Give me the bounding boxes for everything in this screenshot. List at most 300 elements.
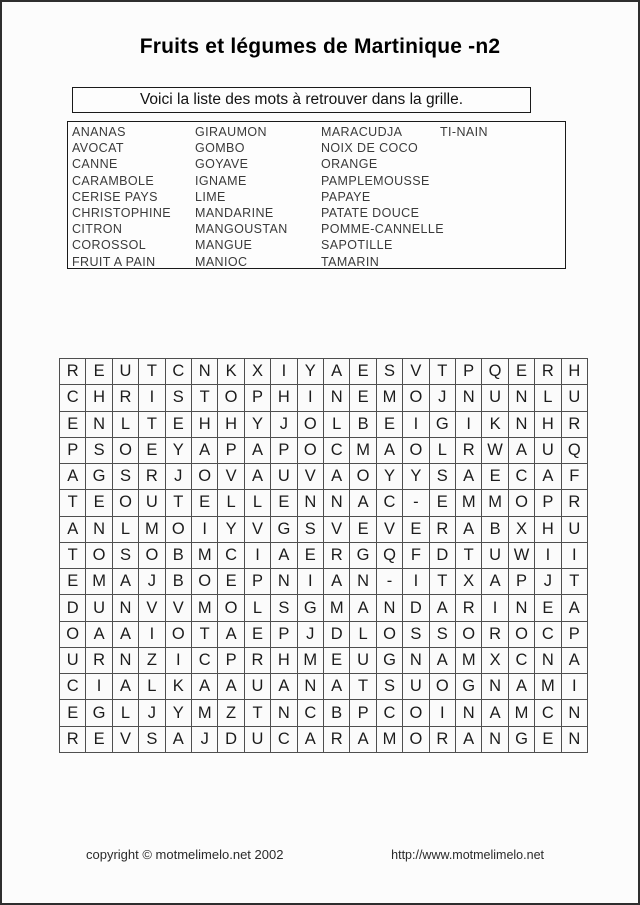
grid-cell: N (482, 727, 508, 753)
word-item: ORANGE (321, 157, 378, 172)
grid-cell: B (482, 517, 508, 543)
grid-cell: N (86, 517, 112, 543)
grid-cell: A (482, 569, 508, 595)
word-item: SAPOTILLE (321, 238, 393, 253)
grid-cell: Z (139, 648, 165, 674)
grid-cell: J (192, 727, 218, 753)
word-item: CHRISTOPHINE (72, 206, 172, 221)
grid-cell: T (139, 359, 165, 385)
grid-cell: J (430, 385, 456, 411)
grid-cell: E (60, 700, 86, 726)
grid-cell: I (166, 648, 192, 674)
grid-cell: P (350, 700, 376, 726)
grid-cell: I (298, 385, 324, 411)
grid-cell: N (535, 648, 561, 674)
grid-cell: S (403, 622, 429, 648)
grid-cell: A (324, 674, 350, 700)
grid-cell: G (271, 517, 297, 543)
grid-cell: A (218, 674, 244, 700)
grid-cell: C (192, 648, 218, 674)
grid-cell: E (86, 359, 112, 385)
grid-cell: N (113, 595, 139, 621)
grid-cell: P (562, 622, 588, 648)
grid-cell: J (271, 412, 297, 438)
puzzle-grid (59, 358, 588, 753)
grid-cell: U (271, 464, 297, 490)
grid-cell: A (113, 622, 139, 648)
grid-cell: I (456, 412, 482, 438)
grid-cell: E (324, 648, 350, 674)
grid-cell: H (535, 412, 561, 438)
grid-cell: H (271, 648, 297, 674)
grid-cell: P (245, 569, 271, 595)
grid-cell: L (245, 595, 271, 621)
grid-cell: N (403, 648, 429, 674)
grid-cell: J (139, 700, 165, 726)
word-item: NOIX DE COCO (321, 141, 419, 156)
grid-cell: X (482, 648, 508, 674)
grid-cell: R (324, 727, 350, 753)
grid-cell: A (482, 700, 508, 726)
grid-cell: A (113, 569, 139, 595)
grid-cell: G (377, 648, 403, 674)
grid-cell: G (350, 543, 376, 569)
grid-cell: T (456, 543, 482, 569)
grid-cell: V (377, 517, 403, 543)
grid-cell: Y (166, 700, 192, 726)
grid-cell: N (271, 569, 297, 595)
grid-cell: O (430, 674, 456, 700)
grid-cell: R (562, 412, 588, 438)
grid-cell: M (298, 648, 324, 674)
grid-cell: M (86, 569, 112, 595)
grid-cell: U (562, 385, 588, 411)
grid-cell: E (430, 490, 456, 516)
grid-cell: R (430, 517, 456, 543)
grid-cell: A (509, 438, 535, 464)
word-item: MANIOC (195, 254, 248, 269)
grid-cell: R (60, 359, 86, 385)
grid-cell: O (509, 490, 535, 516)
grid-cell: U (139, 490, 165, 516)
word-list-column (72, 124, 171, 270)
grid-cell: E (509, 359, 535, 385)
grid-cell: H (86, 385, 112, 411)
grid-cell: P (218, 648, 244, 674)
grid-cell: C (377, 490, 403, 516)
grid-cell: M (456, 490, 482, 516)
grid-cell: I (403, 412, 429, 438)
grid-cell: U (113, 359, 139, 385)
grid-cell: I (245, 543, 271, 569)
grid-cell: R (139, 464, 165, 490)
grid-cell: S (430, 464, 456, 490)
grid-cell: A (324, 359, 350, 385)
grid-cell: C (298, 700, 324, 726)
grid-cell: T (430, 569, 456, 595)
grid-cell: L (535, 385, 561, 411)
grid-cell: N (482, 674, 508, 700)
grid-cell: M (456, 648, 482, 674)
grid-cell: Q (562, 438, 588, 464)
grid-cell: R (430, 727, 456, 753)
grid-cell: O (218, 385, 244, 411)
grid-cell: Q (482, 359, 508, 385)
grid-cell: N (192, 359, 218, 385)
grid-cell: U (535, 438, 561, 464)
grid-cell: E (482, 464, 508, 490)
grid-cell: O (298, 412, 324, 438)
grid-cell: N (298, 490, 324, 516)
grid-cell: M (139, 517, 165, 543)
grid-cell: A (60, 464, 86, 490)
grid-cell: N (324, 385, 350, 411)
grid-cell: F (562, 464, 588, 490)
grid-cell: L (113, 700, 139, 726)
word-item: PAMPLEMOUSSE (321, 173, 430, 188)
grid-cell: U (60, 648, 86, 674)
grid-cell: Y (218, 517, 244, 543)
grid-cell: T (192, 385, 218, 411)
grid-cell: E (350, 385, 376, 411)
grid-cell: N (271, 700, 297, 726)
grid-cell: C (218, 543, 244, 569)
grid-cell: L (350, 622, 376, 648)
grid-cell: N (377, 595, 403, 621)
grid-cell: U (245, 674, 271, 700)
grid-cell: O (60, 622, 86, 648)
grid-cell: K (482, 412, 508, 438)
grid-cell: R (60, 727, 86, 753)
grid-cell: K (166, 674, 192, 700)
instruction-text: Voici la liste des mots à retrouver dans la grille. (139, 91, 464, 108)
word-list-column (440, 124, 488, 140)
grid-cell: N (113, 648, 139, 674)
word-item: ANANAS (72, 125, 126, 139)
grid-cell: I (562, 543, 588, 569)
grid-cell: I (86, 674, 112, 700)
grid-cell: P (456, 359, 482, 385)
grid-cell: M (350, 438, 376, 464)
grid-cell: O (113, 438, 139, 464)
word-list-column (321, 124, 444, 270)
grid-cell: Y (166, 438, 192, 464)
grid-cell: D (403, 595, 429, 621)
grid-cell: G (86, 464, 112, 490)
grid-cell: E (403, 517, 429, 543)
grid-cell: B (166, 569, 192, 595)
grid-cell: I (482, 595, 508, 621)
grid-cell: I (403, 569, 429, 595)
grid-cell: - (377, 569, 403, 595)
grid-cell: I (298, 569, 324, 595)
grid-cell: O (192, 464, 218, 490)
grid-cell: E (86, 490, 112, 516)
grid-cell: A (350, 727, 376, 753)
word-item: GOYAVE (195, 157, 249, 172)
grid-cell: B (350, 412, 376, 438)
grid-cell: M (535, 674, 561, 700)
word-item: MANGUE (195, 238, 253, 253)
grid-cell: H (192, 412, 218, 438)
grid-cell: R (456, 438, 482, 464)
grid-cell: S (113, 464, 139, 490)
grid-cell: I (430, 700, 456, 726)
grid-cell: G (509, 727, 535, 753)
grid-cell: N (456, 700, 482, 726)
grid-cell: N (324, 490, 350, 516)
grid-cell: E (60, 569, 86, 595)
grid-cell: X (509, 517, 535, 543)
grid-cell: D (324, 622, 350, 648)
grid-cell: W (509, 543, 535, 569)
grid-cell: E (218, 569, 244, 595)
grid-cell: M (192, 700, 218, 726)
grid-cell: D (60, 595, 86, 621)
grid-cell: M (509, 700, 535, 726)
grid-cell: A (377, 438, 403, 464)
grid-cell: G (430, 412, 456, 438)
grid-cell: E (60, 412, 86, 438)
grid-cell: O (298, 438, 324, 464)
website-url: http://www.motmelimelo.net (391, 848, 544, 862)
grid-cell: T (562, 569, 588, 595)
grid-cell: H (271, 385, 297, 411)
word-item: CARAMBOLE (72, 173, 155, 188)
grid-cell: C (509, 648, 535, 674)
grid-cell: T (430, 359, 456, 385)
grid-cell: O (113, 490, 139, 516)
grid-cell: V (139, 595, 165, 621)
grid-cell: Z (218, 700, 244, 726)
word-item: AVOCAT (72, 141, 124, 156)
grid-cell: I (562, 674, 588, 700)
grid-cell: A (456, 517, 482, 543)
grid-cell: A (86, 622, 112, 648)
grid-cell: A (192, 674, 218, 700)
grid-cell: T (60, 543, 86, 569)
grid-cell: T (139, 412, 165, 438)
grid-cell: N (86, 412, 112, 438)
grid-cell: T (60, 490, 86, 516)
word-item: LIME (195, 189, 226, 204)
grid-cell: O (377, 622, 403, 648)
grid-cell: O (139, 543, 165, 569)
grid-cell: O (166, 517, 192, 543)
grid-cell: V (218, 464, 244, 490)
grid-cell: A (430, 595, 456, 621)
grid-cell: A (350, 490, 376, 516)
grid-cell: V (298, 464, 324, 490)
grid-cell: C (377, 700, 403, 726)
grid-cell: M (324, 595, 350, 621)
grid-cell: C (271, 727, 297, 753)
grid-cell: P (271, 622, 297, 648)
grid-cell: L (324, 412, 350, 438)
grid-cell: S (166, 385, 192, 411)
grid-cell: E (192, 490, 218, 516)
grid-cell: E (86, 727, 112, 753)
word-item: CANNE (72, 157, 118, 172)
grid-cell: T (166, 490, 192, 516)
grid-cell: H (562, 359, 588, 385)
grid-cell: H (535, 517, 561, 543)
grid-cell: N (562, 727, 588, 753)
grid-cell: R (482, 622, 508, 648)
grid-cell: J (298, 622, 324, 648)
grid-cell: E (298, 543, 324, 569)
grid-cell: E (535, 595, 561, 621)
grid-cell: O (403, 438, 429, 464)
grid-cell: X (456, 569, 482, 595)
grid-cell: I (192, 517, 218, 543)
grid-cell: A (535, 464, 561, 490)
word-list-box (67, 121, 566, 269)
grid-cell: N (562, 700, 588, 726)
grid-cell: S (430, 622, 456, 648)
grid-cell: E (350, 517, 376, 543)
grid-cell: V (113, 727, 139, 753)
page-title: Fruits et légumes de Martinique -n2 (139, 35, 501, 58)
grid-cell: K (218, 359, 244, 385)
grid-cell: P (535, 490, 561, 516)
word-item: IGNAME (195, 173, 247, 188)
grid-cell: A (456, 727, 482, 753)
grid-cell: A (324, 464, 350, 490)
grid-cell: I (535, 543, 561, 569)
grid-cell: M (192, 543, 218, 569)
grid-cell: A (271, 543, 297, 569)
word-item: PATATE DOUCE (321, 206, 420, 221)
grid-cell: L (245, 490, 271, 516)
grid-cell: Y (298, 359, 324, 385)
grid-cell: U (245, 727, 271, 753)
grid-cell: A (298, 727, 324, 753)
grid-cell: C (166, 359, 192, 385)
grid-cell: B (166, 543, 192, 569)
grid-cell: A (562, 595, 588, 621)
grid-cell: T (350, 674, 376, 700)
grid-cell: P (218, 438, 244, 464)
grid-cell: R (535, 359, 561, 385)
grid-cell: A (166, 727, 192, 753)
grid-cell: U (562, 517, 588, 543)
grid-cell: U (86, 595, 112, 621)
grid-cell: S (298, 517, 324, 543)
grid-cell: L (113, 412, 139, 438)
grid-cell: N (509, 412, 535, 438)
grid-cell: C (324, 438, 350, 464)
grid-cell: G (298, 595, 324, 621)
grid-cell: V (166, 595, 192, 621)
instruction-box (72, 87, 531, 113)
grid-cell: R (324, 543, 350, 569)
grid-cell: I (271, 359, 297, 385)
grid-cell: O (403, 385, 429, 411)
grid-cell: C (535, 700, 561, 726)
grid-cell: D (430, 543, 456, 569)
grid-cell: C (509, 464, 535, 490)
copyright-text: copyright © motmelimelo.net 2002 (86, 847, 284, 862)
grid-cell: A (324, 569, 350, 595)
grid-cell: N (509, 385, 535, 411)
word-item: MANDARINE (195, 206, 274, 221)
grid-cell: J (535, 569, 561, 595)
grid-cell: L (113, 517, 139, 543)
word-item: COROSSOL (72, 238, 147, 253)
grid-cell: I (139, 622, 165, 648)
grid-cell: A (113, 674, 139, 700)
grid-cell: E (245, 622, 271, 648)
grid-cell: Y (377, 464, 403, 490)
grid-cell: V (324, 517, 350, 543)
grid-cell: M (377, 385, 403, 411)
grid-cell: A (430, 648, 456, 674)
grid-cell: B (324, 700, 350, 726)
grid-cell: P (271, 438, 297, 464)
grid-cell: J (166, 464, 192, 490)
grid-cell: A (562, 648, 588, 674)
grid-cell: P (60, 438, 86, 464)
grid-cell: O (218, 595, 244, 621)
grid-cell: O (192, 569, 218, 595)
grid-cell: T (192, 622, 218, 648)
grid-cell: R (562, 490, 588, 516)
grid-cell: Y (403, 464, 429, 490)
grid-cell: O (456, 622, 482, 648)
grid-cell: G (456, 674, 482, 700)
grid-cell: E (139, 438, 165, 464)
grid-cell: G (86, 700, 112, 726)
grid-cell: A (509, 674, 535, 700)
grid-cell: R (86, 648, 112, 674)
word-item: MANGOUSTAN (195, 222, 288, 237)
grid-cell: S (271, 595, 297, 621)
word-item: POMME-CANNELLE (321, 222, 444, 237)
grid-cell: A (218, 622, 244, 648)
grid-cell: A (60, 517, 86, 543)
grid-cell: E (350, 359, 376, 385)
word-list-column (195, 124, 288, 270)
grid-cell: W (482, 438, 508, 464)
grid-cell: U (350, 648, 376, 674)
grid-cell: P (245, 385, 271, 411)
grid-cell: O (166, 622, 192, 648)
grid-cell: A (245, 438, 271, 464)
grid-cell: A (192, 438, 218, 464)
word-item: TI-NAIN (440, 125, 488, 139)
grid-cell: L (430, 438, 456, 464)
grid-cell: I (139, 385, 165, 411)
grid-cell: S (86, 438, 112, 464)
grid-cell: P (509, 569, 535, 595)
grid-cell: M (377, 727, 403, 753)
grid-cell: Q (377, 543, 403, 569)
grid-cell: O (86, 543, 112, 569)
grid-cell: N (509, 595, 535, 621)
grid-cell: O (350, 464, 376, 490)
grid-cell: C (60, 674, 86, 700)
grid-cell: S (113, 543, 139, 569)
grid-cell: D (218, 727, 244, 753)
word-item: CITRON (72, 222, 123, 237)
grid-cell: E (535, 727, 561, 753)
word-item: TAMARIN (321, 254, 380, 269)
grid-cell: C (535, 622, 561, 648)
grid-cell: - (403, 490, 429, 516)
grid-cell: M (192, 595, 218, 621)
grid-cell: H (218, 412, 244, 438)
